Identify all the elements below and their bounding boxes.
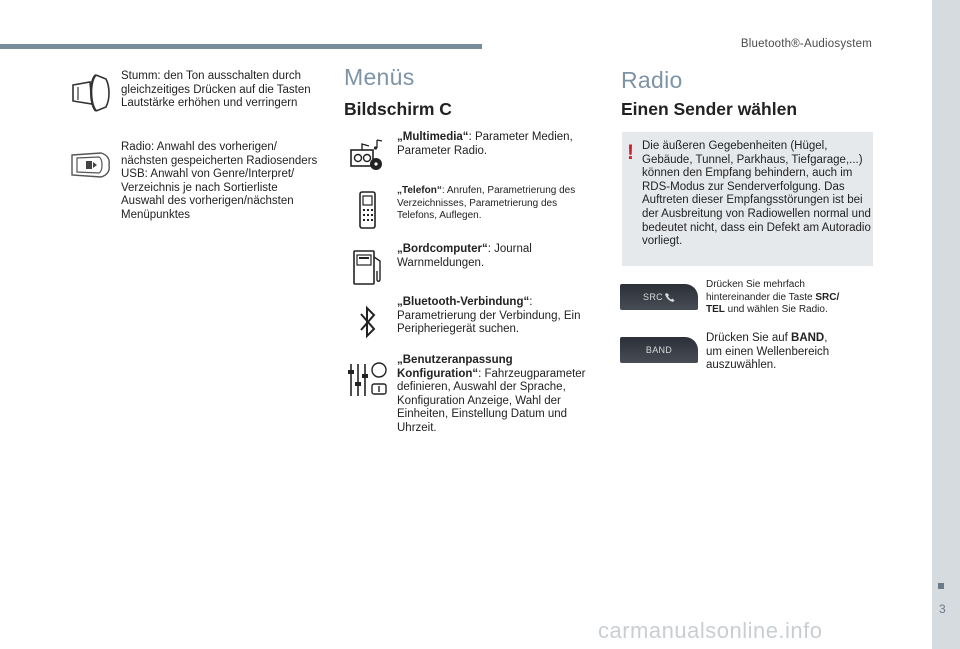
settings-configuration-icon	[347, 362, 391, 398]
step-src-post: und wählen Sie Radio.	[724, 304, 828, 316]
step-band-post: , um einen Wellenbereich auszuwählen.	[706, 332, 830, 372]
menu-item-multimedia	[397, 131, 587, 158]
header-rule	[0, 44, 482, 49]
reception-warning-text: Die äußeren Gegebenheiten (Hügel, Gebäude, Tunnel, Parkhaus, Tiefgarage,...) können den Empfang behindern, auch im RDS-Modus zur Senderverfolgung. Das Auftreten dieser Empfangsstörungen ist bei der Ausbreitung von Radiowellen normal und bedeutet nicht, dass ein Defekt am Autoradio vorliegt.	[642, 140, 871, 248]
step-band-text	[706, 332, 846, 373]
side-strip	[932, 0, 960, 649]
src-tel-button: SRC	[620, 284, 698, 310]
step-src-text	[706, 279, 852, 317]
radio-subtitle: Einen Sender wählen	[621, 99, 798, 119]
trip-computer-icon	[351, 247, 385, 287]
step-src-pre: Drücken Sie mehrfach hintereinander die Taste	[706, 279, 816, 303]
band-button: BAND	[620, 337, 698, 363]
watermark-text: carmanualsonline.info	[598, 618, 823, 643]
multimedia-icon	[347, 136, 387, 172]
page-number: 3	[939, 602, 946, 616]
menu-item-telefon-desc: : Anrufen, Parametrierung des Verzeichnisses, Parametrierung des Telefons, Auflegen.	[397, 185, 576, 222]
radio-title: Radio	[621, 67, 683, 93]
menu-item-multimedia-desc: : Parameter Medien, Parameter Radio.	[397, 131, 573, 157]
mute-description: Stumm: den Ton ausschalten durch gleichzeitiges Drücken auf die Tasten Lautstärke erhöhen und verringern	[121, 70, 311, 110]
menu-item-multimedia-name: „Multimedia“	[397, 131, 469, 143]
usb-selection-text: USB: Anwahl von Genre/Interpret/ Verzeichnis je nach Sortierliste Auswahl des vorherigen/nächsten Menüpunktes	[121, 168, 295, 221]
page-header-title: Bluetooth®-Audiosystem	[740, 38, 872, 50]
menu-item-bluetooth-name: „Bluetooth-Verbindung“	[397, 296, 530, 308]
steering-column-control-icon	[70, 73, 112, 113]
menu-item-bordcomputer-name: „Bordcomputer“	[397, 243, 488, 255]
menu-item-bordcomputer-desc: : Journal Warnmeldungen.	[397, 243, 532, 269]
menu-item-telefon-name: „Telefon“	[397, 185, 442, 196]
step-src-key: SRC/ TEL	[706, 291, 840, 316]
step-band-key: BAND	[791, 332, 825, 344]
steering-column-button-icon	[69, 150, 113, 180]
telephone-icon	[356, 190, 378, 230]
step-band-pre: Drücken Sie auf	[706, 332, 792, 344]
menu-item-benutzeranpassung-name: „Benutzeranpassung Konfiguration“	[397, 354, 513, 380]
menu-item-bordcomputer	[397, 243, 582, 270]
radio-usb-description	[121, 141, 319, 223]
menu-item-benutzeranpassung	[397, 354, 597, 436]
menu-item-bluetooth	[397, 296, 597, 337]
warning-exclamation-icon: !	[627, 141, 634, 164]
menus-title: Menüs	[344, 64, 415, 90]
menu-item-bluetooth-desc: : Parametrierung der Verbindung, Ein Peripheriegerät suchen.	[397, 296, 581, 336]
bluetooth-icon	[358, 305, 378, 339]
page-marker	[938, 583, 944, 589]
menu-item-benutzeranpassung-desc: : Fahrzeugparameter definieren, Auswahl der Sprache, Konfiguration Anzeige, Wahl der Einheiten, Einstellung Datum und Uhrzeit.	[397, 367, 586, 434]
radio-previous-next-text: Radio: Anwahl des vorherigen/ nächsten gespeicherten Radiosenders	[121, 141, 318, 167]
phone-handset-icon	[665, 292, 675, 302]
menus-subtitle: Bildschirm C	[344, 99, 452, 119]
menu-item-telefon	[397, 185, 589, 223]
